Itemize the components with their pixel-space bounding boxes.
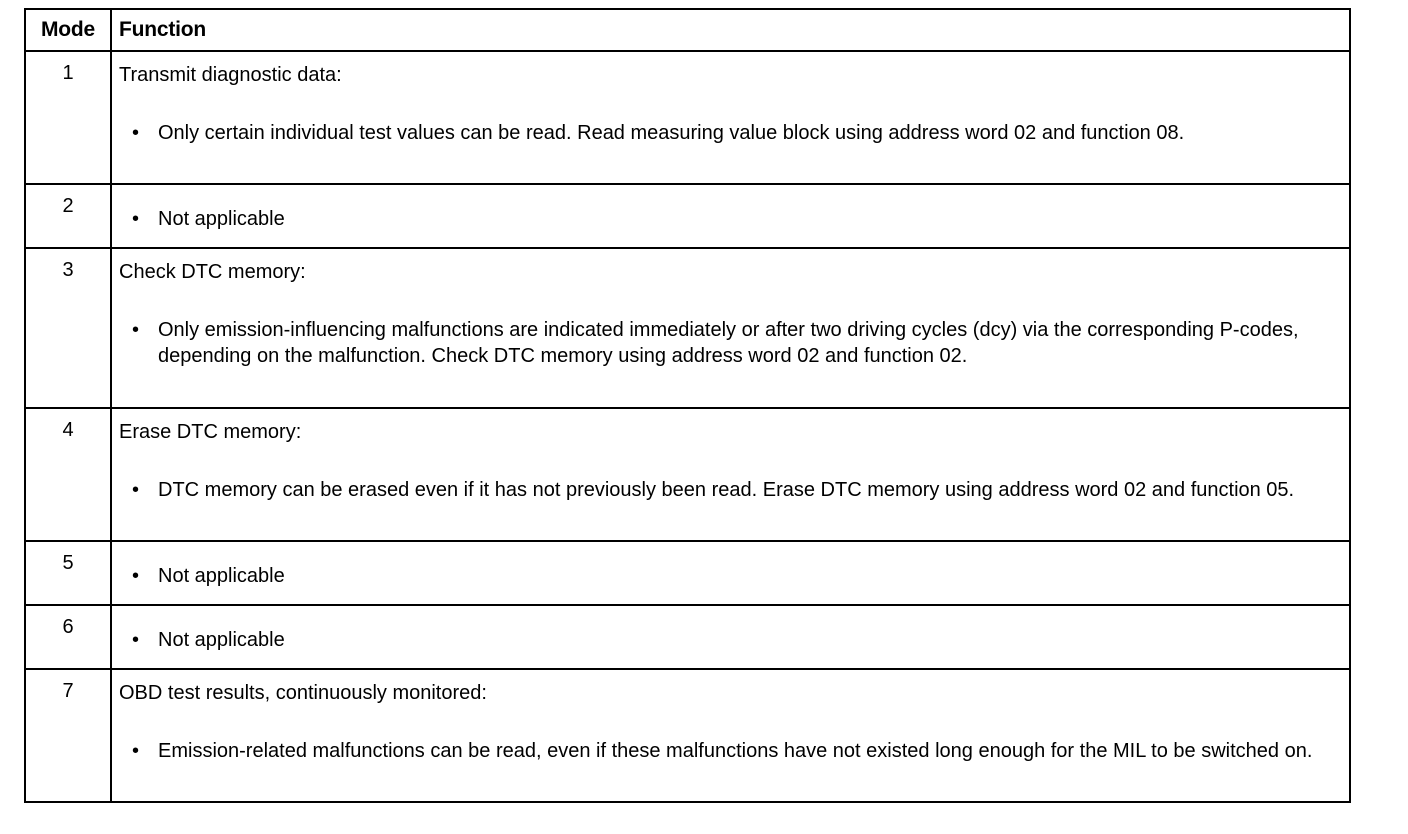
table-row (25, 408, 1350, 541)
function-heading: Erase DTC memory: (119, 421, 302, 443)
table-row (25, 541, 1350, 605)
function-cell (111, 184, 1350, 248)
function-cell (111, 669, 1350, 802)
mode-number: 5 (25, 541, 111, 605)
table-row (25, 605, 1350, 669)
list-item (119, 627, 1335, 653)
bullet-icon: • (132, 479, 140, 501)
bullet-list (119, 627, 1335, 653)
list-item (119, 477, 1335, 503)
list-item (119, 206, 1335, 232)
bullet-list (119, 563, 1335, 589)
function-cell (111, 248, 1350, 408)
header-mode: Mode (25, 9, 111, 51)
bullet-icon: • (132, 629, 140, 651)
list-item (119, 738, 1335, 764)
list-item (119, 120, 1335, 146)
table-row (25, 669, 1350, 802)
bullet-text: Emission-related malfunctions can be read, even if these malfunctions have not existed long enough for the MIL to be switched on. (158, 740, 1313, 762)
function-cell (111, 605, 1350, 669)
mode-number: 6 (25, 605, 111, 669)
table-row (25, 51, 1350, 184)
bullet-icon: • (132, 565, 140, 587)
mode-number: 3 (25, 248, 111, 408)
mode-number: 2 (25, 184, 111, 248)
function-heading: OBD test results, continuously monitored: (119, 682, 487, 704)
table-row (25, 248, 1350, 408)
bullet-list (119, 120, 1335, 146)
function-cell (111, 408, 1350, 541)
function-cell (111, 51, 1350, 184)
bullet-icon: • (132, 122, 140, 144)
bullet-list (119, 317, 1335, 369)
header-function: Function (111, 9, 1350, 51)
list-item (119, 317, 1335, 369)
function-cell (111, 541, 1350, 605)
bullet-text: Only emission-influencing malfunctions are indicated immediately or after two driving cycles (dcy) via the corresponding P-codes, depending on the malfunction. Check DTC memory using address word 02 and function 02. (158, 319, 1299, 367)
list-item (119, 563, 1335, 589)
bullet-list (119, 206, 1335, 232)
bullet-text: Not applicable (158, 208, 285, 230)
table-row (25, 184, 1350, 248)
bullet-list (119, 738, 1335, 764)
table-header-row (25, 9, 1350, 51)
mode-number: 1 (25, 51, 111, 184)
mode-number: 7 (25, 669, 111, 802)
bullet-icon: • (132, 740, 140, 762)
bullet-text: Only certain individual test values can be read. Read measuring value block using address word 02 and function 08. (158, 122, 1185, 144)
bullet-list (119, 477, 1335, 503)
function-heading: Transmit diagnostic data: (119, 64, 342, 86)
bullet-text: DTC memory can be erased even if it has not previously been read. Erase DTC memory using address word 02 and function 05. (158, 479, 1295, 501)
bullet-text: Not applicable (158, 629, 285, 651)
mode-number: 4 (25, 408, 111, 541)
mode-function-table (24, 8, 1351, 803)
bullet-icon: • (132, 208, 140, 230)
bullet-icon: • (132, 319, 140, 341)
function-heading: Check DTC memory: (119, 261, 306, 283)
bullet-text: Not applicable (158, 565, 285, 587)
